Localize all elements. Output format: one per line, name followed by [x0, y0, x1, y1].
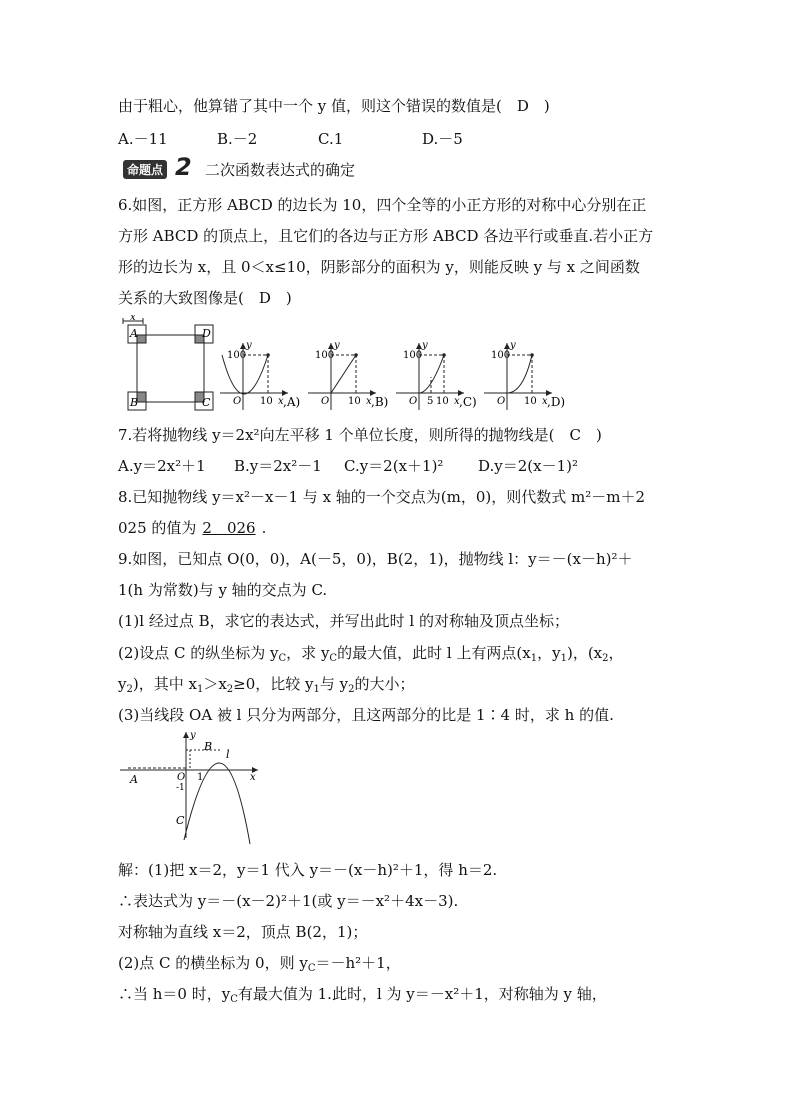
section-badge	[120, 153, 194, 181]
question-5-stem: 由于粗心，他算错了其中一个 y 值，则这个错误的数值是( D )	[118, 97, 550, 115]
label-c: C	[202, 396, 211, 409]
solution-line-2: ∴表达式为 y＝－(x－2)²＋1(或 y＝－x²＋4x－3).	[118, 892, 459, 910]
graph-b-10: 10	[348, 396, 361, 407]
question-7-options	[118, 456, 578, 476]
graph-a-100: 100	[227, 350, 247, 361]
q8-prefix: 025 的值为	[118, 519, 197, 537]
option-b: B.－2	[217, 130, 258, 148]
q9-line-3: (1)l 经过点 B，求它的表达式，并写出此时 l 的对称轴及顶点坐标；	[118, 612, 569, 630]
question-8-line-1: 8.已知抛物线 y＝x²－x－1 与 x 轴的一个交点为(m，0)，则代数式 m²－m＋2	[118, 488, 646, 506]
graph-c-option: ,C)	[459, 395, 477, 409]
graph-c-100: 100	[403, 350, 423, 361]
graph-c-o: O	[409, 396, 418, 407]
fig9-l: l	[226, 748, 230, 761]
question-7-stem: 7.若将抛物线 y＝2x²向左平移 1 个单位长度，则所得的抛物线是( C )	[118, 426, 602, 444]
fig9-a: A	[130, 773, 138, 786]
fig9-1: 1	[197, 772, 204, 783]
q6-line-3: 形的边长为 x，且 0＜x≤10，阴影部分的面积为 y，则能反映 y 与 x 之间函数	[118, 258, 640, 276]
graph-a-10: 10	[260, 396, 273, 407]
option-c: C.1	[318, 130, 344, 148]
graph-d-10: 10	[524, 396, 537, 407]
graph-b-option: ,B)	[371, 395, 389, 409]
question-8-line-2	[118, 518, 266, 538]
fig9-b: B	[204, 740, 213, 753]
fig9-o: O	[177, 772, 186, 783]
q7-option-c: C.y＝2(x＋1)²	[344, 457, 444, 475]
graph-c-y: y	[422, 340, 428, 351]
graph-b-x: x	[366, 396, 372, 407]
q9-line-4: (2)设点 C 的纵坐标为 $y_C$，求 $y_C$的最大值，此时 l 上有两点($x_1$，$y_1$)，($x_2$，	[118, 644, 624, 664]
graph-c-5: 5	[427, 396, 434, 407]
q7-option-d: D.y＝2(x－1)²	[478, 457, 578, 475]
section-title: 二次函数表达式的确定	[205, 161, 356, 179]
q7-option-b: B.y＝2x²－1	[234, 457, 322, 475]
graph-a-x: x	[278, 396, 284, 407]
graph-d-y: y	[510, 340, 516, 351]
graph-b	[308, 340, 388, 410]
graph-d-100: 100	[491, 350, 511, 361]
option-a: A.－11	[118, 130, 168, 148]
graph-d-x: x	[542, 396, 548, 407]
badge-label: 命题点	[123, 160, 167, 179]
graph-b-100: 100	[315, 350, 335, 361]
label-a: A	[130, 327, 138, 340]
solution-line-4: (2)点 C 的横坐标为 0，则 $y_C=-h^2+1$，	[118, 954, 401, 974]
graph-c-x: x	[454, 396, 460, 407]
label-d: D	[202, 327, 211, 340]
question-5-options	[118, 129, 463, 149]
q8-end: .	[261, 519, 267, 537]
fig9-c: C	[176, 814, 185, 827]
graph-a-o: O	[233, 396, 242, 407]
fig9-y: y	[190, 730, 196, 741]
graph-d-o: O	[497, 396, 506, 407]
graph-a-option: ,A)	[283, 395, 301, 409]
figure-9	[118, 728, 268, 846]
q9-line-2: 1(h 为常数)与 y 轴的交点为 C.	[118, 581, 328, 599]
q9-line-1: 9.如图，已知点 O(0，0)，A(－5，0)，B(2，1)，抛物线 l：y＝－(x－h)²＋	[118, 550, 633, 568]
solution-line-1: 解：(1)把 x＝2，y＝1 代入 y＝－(x－h)²＋1，得 h＝2.	[118, 861, 498, 879]
solution-line-5: ∴当 h＝0 时，$y_C$有最大值为 1.此时，l 为 y＝－x²＋1，对称轴为 y 轴，	[118, 985, 607, 1005]
fig9-neg1: -1	[176, 783, 185, 793]
graph-b-y: y	[334, 340, 340, 351]
fig9-x: x	[250, 772, 256, 783]
graph-a-y: y	[246, 340, 252, 351]
graph-a	[220, 340, 300, 410]
q9-line-5: $y_2$)，其中 $x_1>x_2\ge 0$，比较 $y_1$与 $y_2$的大小；	[118, 675, 415, 695]
graph-d-option: ,D)	[547, 395, 566, 409]
q7-option-a: A.y＝2x²＋1	[118, 457, 206, 475]
q9-line-6: (3)当线段 OA 被 l 只分为两部分，且这两部分的比是 1∶4 时，求 h 的值.	[118, 706, 614, 724]
graph-c-10: 10	[436, 396, 449, 407]
q8-answer: 2 026	[202, 519, 256, 537]
graph-b-o: O	[321, 396, 330, 407]
q6-line-2: 方形 ABCD 的顶点上，且它们的各边与正方形 ABCD 各边平行或垂直.若小正方	[118, 227, 654, 245]
label-b: B	[130, 396, 139, 409]
q6-line-4: 关系的大致图像是( D )	[118, 289, 292, 307]
badge-number: 2	[175, 153, 192, 181]
option-d: D.－5	[422, 130, 463, 148]
graph-d	[484, 340, 565, 410]
solution-line-3: 对称轴为直线 x＝2，顶点 B(2，1)；	[118, 923, 368, 941]
graph-c	[396, 340, 477, 410]
label-x: x	[130, 315, 136, 323]
q6-line-1: 6.如图，正方形 ABCD 的边长为 10，四个全等的小正方形的对称中心分别在正	[118, 196, 647, 214]
figure-6	[118, 315, 578, 415]
